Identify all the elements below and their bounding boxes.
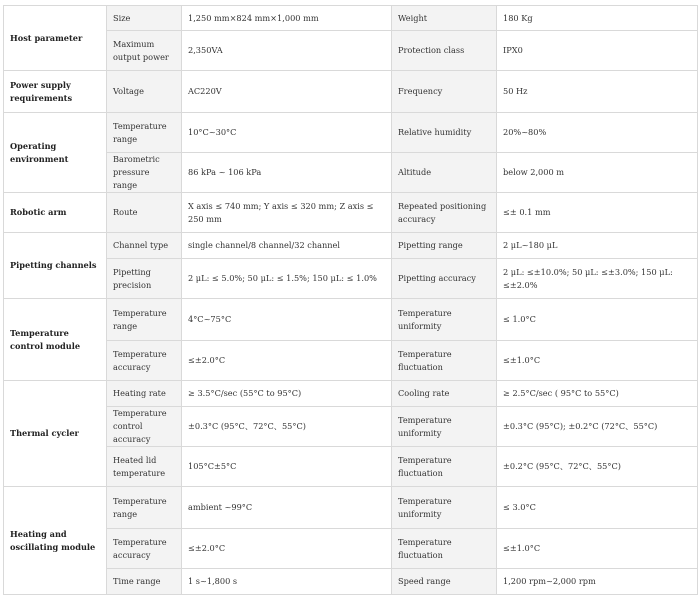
- param-label: Protection class: [392, 31, 497, 71]
- param-label: Temperature control accuracy: [107, 407, 182, 447]
- param-value: X axis ≤ 740 mm; Y axis ≤ 320 mm; Z axis ≤ 250 mm: [182, 193, 392, 233]
- group-label: Robotic arm: [4, 193, 107, 233]
- table-row: [4, 113, 698, 153]
- param-label: Temperature uniformity: [392, 407, 497, 447]
- param-label: Route: [107, 193, 182, 233]
- param-label: Temperature uniformity: [392, 487, 497, 529]
- param-value: IPX0: [497, 31, 698, 71]
- table-row: [4, 569, 698, 595]
- param-label: Frequency: [392, 71, 497, 113]
- param-value: below 2,000 m: [497, 153, 698, 193]
- table-row: [4, 407, 698, 447]
- param-value: ≤±2.0°C: [182, 341, 392, 381]
- table-row: [4, 487, 698, 529]
- spec-table-body: [4, 6, 698, 595]
- param-value: 1,200 rpm~2,000 rpm: [497, 569, 698, 595]
- param-value: ±0.3°C (95°C、72°C、55°C): [182, 407, 392, 447]
- table-row: [4, 193, 698, 233]
- param-label: Temperature fluctuation: [392, 341, 497, 381]
- param-label: Weight: [392, 6, 497, 31]
- param-label: Temperature uniformity: [392, 299, 497, 341]
- param-value: 2 μL~180 μL: [497, 233, 698, 259]
- group-label: Power supply requirements: [4, 71, 107, 113]
- table-row: [4, 259, 698, 299]
- param-label: Voltage: [107, 71, 182, 113]
- group-label: Temperature control module: [4, 299, 107, 381]
- param-value: 4°C~75°C: [182, 299, 392, 341]
- param-value: ≤±1.0°C: [497, 529, 698, 569]
- param-value: 1,250 mm×824 mm×1,000 mm: [182, 6, 392, 31]
- param-value: ≤±2.0°C: [182, 529, 392, 569]
- param-label: Pipetting accuracy: [392, 259, 497, 299]
- param-value: 180 Kg: [497, 6, 698, 31]
- param-value: 50 Hz: [497, 71, 698, 113]
- param-label: Temperature fluctuation: [392, 529, 497, 569]
- param-value: ≤ 3.0°C: [497, 487, 698, 529]
- param-label: Temperature range: [107, 487, 182, 529]
- param-label: Temperature accuracy: [107, 529, 182, 569]
- param-value: ≤±1.0°C: [497, 341, 698, 381]
- param-value: ≤ 1.0°C: [497, 299, 698, 341]
- group-label: Heating and oscillating module: [4, 487, 107, 595]
- param-label: Temperature fluctuation: [392, 447, 497, 487]
- table-row: [4, 341, 698, 381]
- table-row: [4, 299, 698, 341]
- param-label: Size: [107, 6, 182, 31]
- param-value: 105°C±5°C: [182, 447, 392, 487]
- param-value: ±0.2°C (95°C、72°C、55°C): [497, 447, 698, 487]
- table-row: [4, 71, 698, 113]
- param-label: Relative humidity: [392, 113, 497, 153]
- param-value: 10°C~30°C: [182, 113, 392, 153]
- param-label: Temperature range: [107, 299, 182, 341]
- param-value: ≥ 3.5°C/sec (55°C to 95°C): [182, 381, 392, 407]
- param-label: Speed range: [392, 569, 497, 595]
- param-value: single channel/8 channel/32 channel: [182, 233, 392, 259]
- table-row: [4, 153, 698, 193]
- param-label: Channel type: [107, 233, 182, 259]
- param-value: 1 s~1,800 s: [182, 569, 392, 595]
- param-value: 86 kPa ~ 106 kPa: [182, 153, 392, 193]
- param-label: Heating rate: [107, 381, 182, 407]
- table-row: [4, 381, 698, 407]
- param-label: Altitude: [392, 153, 497, 193]
- param-value: ambient ~99°C: [182, 487, 392, 529]
- param-label: Repeated positioning accuracy: [392, 193, 497, 233]
- param-value: 20%~80%: [497, 113, 698, 153]
- param-label: Heated lid temperature: [107, 447, 182, 487]
- param-value: 2 μL: ≤±10.0%; 50 μL: ≤±3.0%; 150 μL: ≤±2.0%: [497, 259, 698, 299]
- param-value: ≥ 2.5°C/sec ( 95°C to 55°C): [497, 381, 698, 407]
- table-row: [4, 529, 698, 569]
- table-row: [4, 31, 698, 71]
- param-label: Cooling rate: [392, 381, 497, 407]
- table-row: [4, 233, 698, 259]
- param-value: ±0.3°C (95°C); ±0.2°C (72°C、55°C): [497, 407, 698, 447]
- param-label: Pipetting precision: [107, 259, 182, 299]
- group-label: Thermal cycler: [4, 381, 107, 487]
- table-row: [4, 447, 698, 487]
- param-value: AC220V: [182, 71, 392, 113]
- group-label: Operating environment: [4, 113, 107, 193]
- param-value: 2,350VA: [182, 31, 392, 71]
- group-label: Pipetting channels: [4, 233, 107, 299]
- param-label: Time range: [107, 569, 182, 595]
- param-value: 2 μL: ≤ 5.0%; 50 μL: ≤ 1.5%; 150 μL: ≤ 1.0%: [182, 259, 392, 299]
- param-label: Barometric pressure range: [107, 153, 182, 193]
- param-label: Temperature accuracy: [107, 341, 182, 381]
- param-label: Maximum output power: [107, 31, 182, 71]
- table-row: [4, 6, 698, 31]
- param-label: Temperature range: [107, 113, 182, 153]
- spec-table: [3, 5, 698, 595]
- param-value: ≤± 0.1 mm: [497, 193, 698, 233]
- param-label: Pipetting range: [392, 233, 497, 259]
- group-label: Host parameter: [4, 6, 107, 71]
